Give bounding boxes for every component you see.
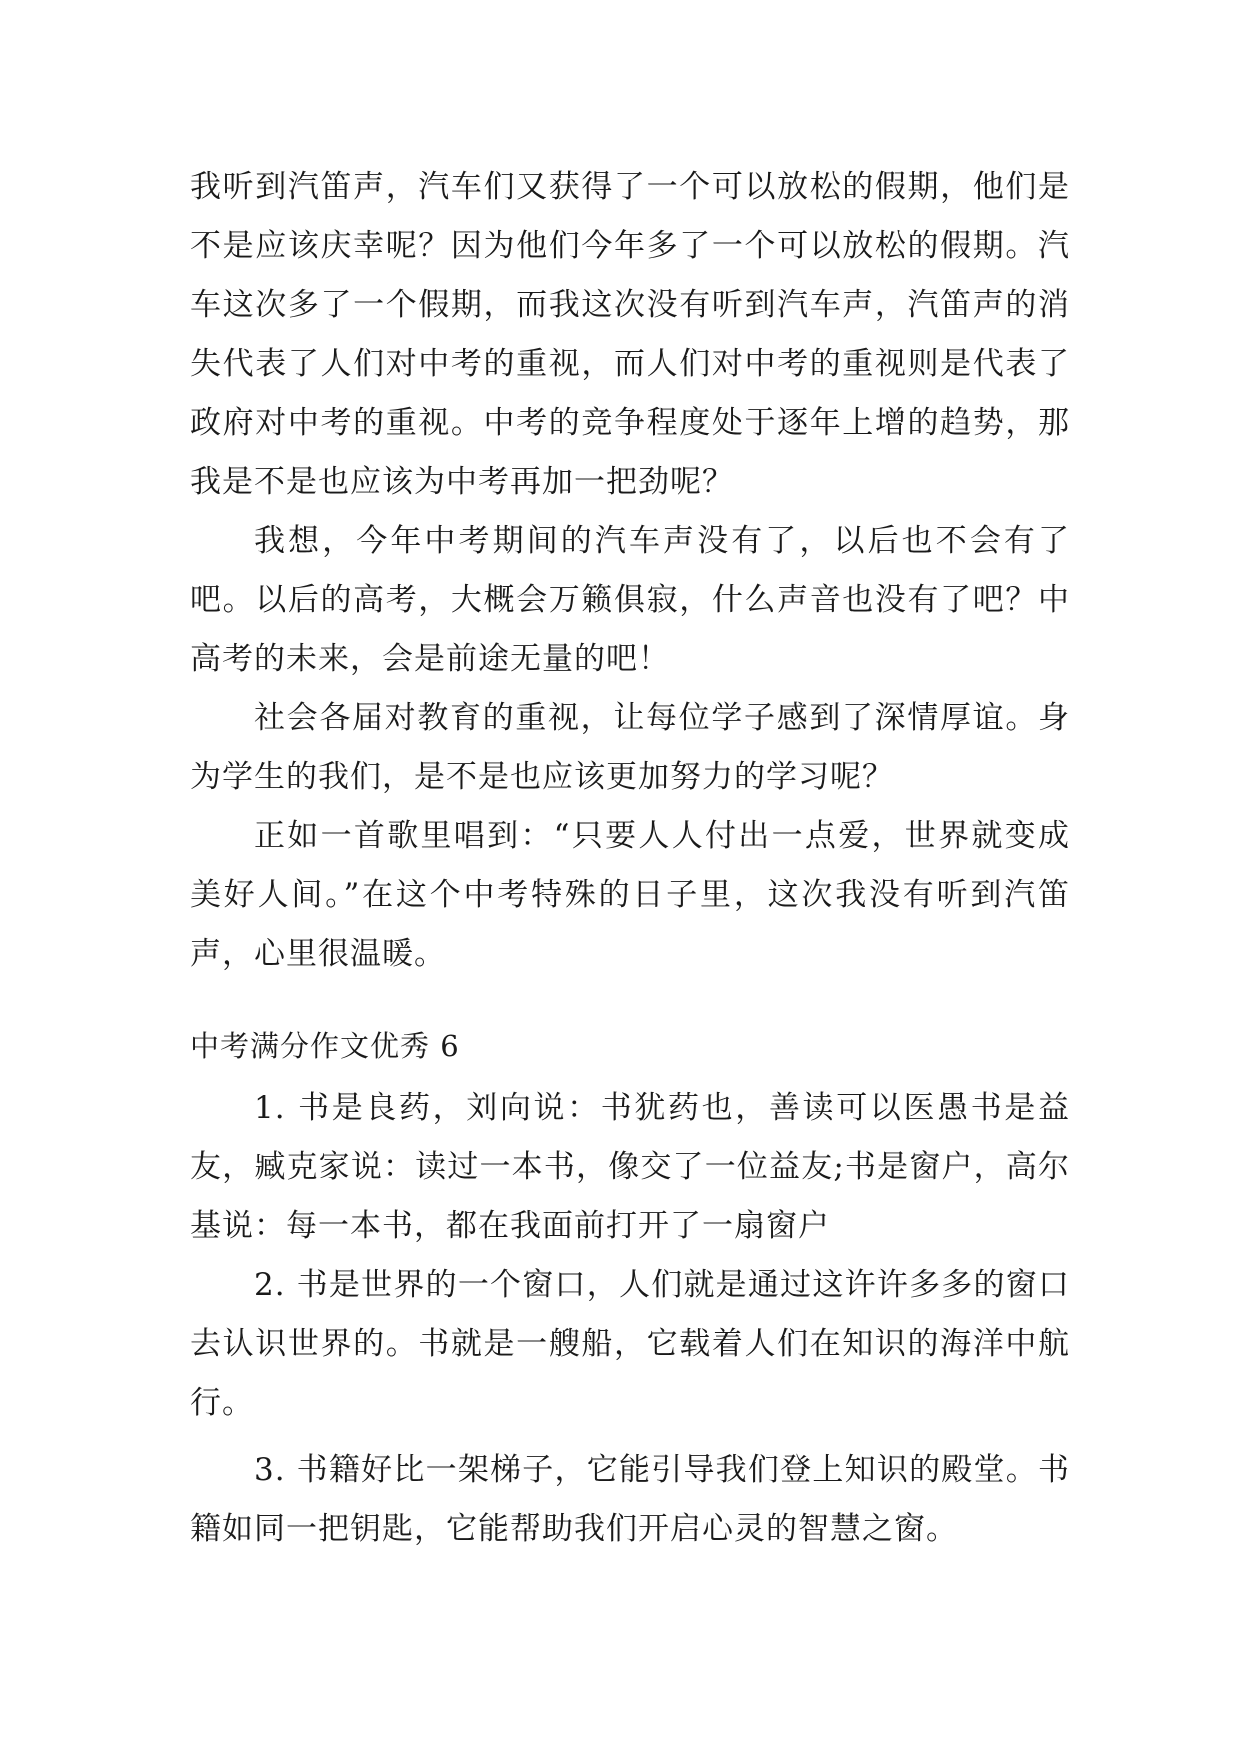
paragraph-song-quote: 正如一首歌里唱到：“只要人人付出一点爱，世界就变成美好人间。”在这个中考特殊的日子里，这次我没有听到汽笛声，心里很温暖。 — [190, 818, 1070, 972]
paragraph-book-medicine: 1. 书是良药，刘向说：书犹药也，善读可以医愚书是益友，臧克家说：读过一本书，像交了一位益友;书是窗户，高尔基说：每一本书，都在我面前打开了一扇窗户 — [190, 1090, 1070, 1244]
article-body-part2 — [190, 1079, 1070, 1559]
paragraph-book-ladder: 3. 书籍好比一架梯子，它能引导我们登上知识的殿堂。书籍如同一把钥匙，它能帮助我们开启心灵的智慧之窗。 — [190, 1452, 1070, 1547]
paragraph-society-education: 社会各届对教育的重视，让每位学子感到了深情厚谊。身为学生的我们，是不是也应该更加努力的学习呢？ — [190, 700, 1070, 795]
paragraph-whistle-holiday: 我听到汽笛声，汽车们又获得了一个可以放松的假期，他们是不是应该庆幸呢？因为他们今年多了一个可以放松的假期。汽车这次多了一个假期，而我这次没有听到汽车声，汽笛声的消失代表了人们对中考的重视，而人们对中考的重视则是代表了政府对中考的重视。中考的竞争程度处于逐年上增的趋势，那我是不是也应该为中考再加一把劲呢？ — [190, 169, 1070, 500]
section-heading: 中考满分作文优秀 6 — [190, 1029, 460, 1063]
paragraph-future-exams: 我想，今年中考期间的汽车声没有了，以后也不会有了吧。以后的高考，大概会万籁俱寂，什么声音也没有了吧？中高考的未来，会是前途无量的吧！ — [190, 523, 1070, 677]
article-body-part1 — [190, 158, 1070, 984]
paragraph-book-window: 2. 书是世界的一个窗口，人们就是通过这许许多多的窗口去认识世界的。书就是一艘船，它载着人们在知识的海洋中航行。 — [190, 1267, 1070, 1421]
